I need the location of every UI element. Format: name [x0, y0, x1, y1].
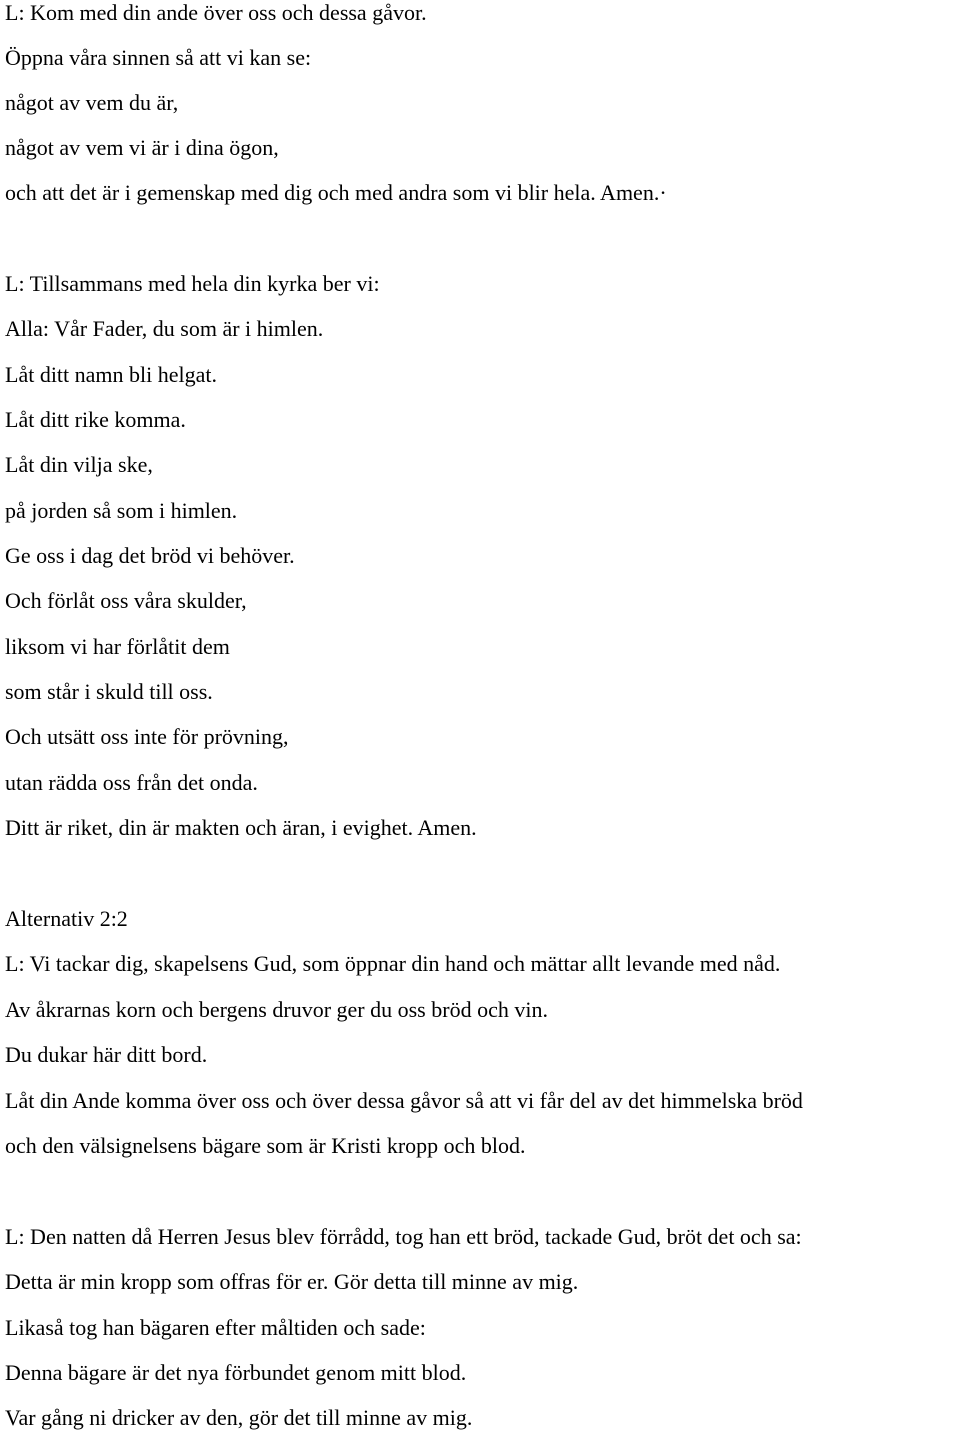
text-line: Och förlåt oss våra skulder,: [5, 588, 247, 613]
text-line: L: Den natten då Herren Jesus blev förrådd, tog han ett bröd, tackade Gud, bröt det och sa:: [5, 1224, 802, 1249]
text-line: L: Vi tackar dig, skapelsens Gud, som öppnar din hand och mättar allt levande med nåd.: [5, 951, 781, 976]
text-line: Var gång ni dricker av den, gör det till minne av mig.: [5, 1405, 473, 1430]
text-line: Låt ditt rike komma.: [5, 407, 186, 432]
text-line: något av vem du är,: [5, 90, 179, 115]
text-line: Alla: Vår Fader, du som är i himlen.: [5, 316, 324, 341]
text-line: Och utsätt oss inte för prövning,: [5, 724, 289, 749]
text-line: Låt din vilja ske,: [5, 452, 153, 477]
text-line: L: Kom med din ande över oss och dessa gåvor.: [5, 0, 427, 25]
text-line: och den välsignelsens bägare som är Kristi kropp och blod.: [5, 1133, 526, 1158]
text-line: Du dukar här ditt bord.: [5, 1042, 208, 1067]
section-heading: Alternativ 2:2: [5, 906, 128, 931]
text-line: liksom vi har förlåtit dem: [5, 634, 230, 659]
text-line: Likaså tog han bägaren efter måltiden och sade:: [5, 1315, 426, 1340]
text-line: Låt ditt namn bli helgat.: [5, 362, 218, 387]
text-line: och att det är i gemenskap med dig och med andra som vi blir hela. Amen.·: [5, 180, 667, 205]
text-line: utan rädda oss från det onda.: [5, 770, 258, 795]
text-line: Detta är min kropp som offras för er. Gör detta till minne av mig.: [5, 1269, 579, 1294]
text-line: något av vem vi är i dina ögon,: [5, 135, 279, 160]
text-line: Av åkrarnas korn och bergens druvor ger du oss bröd och vin.: [5, 997, 548, 1022]
text-line: som står i skuld till oss.: [5, 679, 213, 704]
text-line: L: Tillsammans med hela din kyrka ber vi:: [5, 271, 380, 296]
text-line: på jorden så som i himlen.: [5, 498, 238, 523]
text-line: Ditt är riket, din är makten och äran, i evighet. Amen.: [5, 815, 477, 840]
text-line: Denna bägare är det nya förbundet genom mitt blod.: [5, 1360, 467, 1385]
text-line: Ge oss i dag det bröd vi behöver.: [5, 543, 295, 568]
text-line: Låt din Ande komma över oss och över dessa gåvor så att vi får del av det himmelska bröd: [5, 1088, 803, 1113]
text-line: Öppna våra sinnen så att vi kan se:: [5, 45, 312, 70]
